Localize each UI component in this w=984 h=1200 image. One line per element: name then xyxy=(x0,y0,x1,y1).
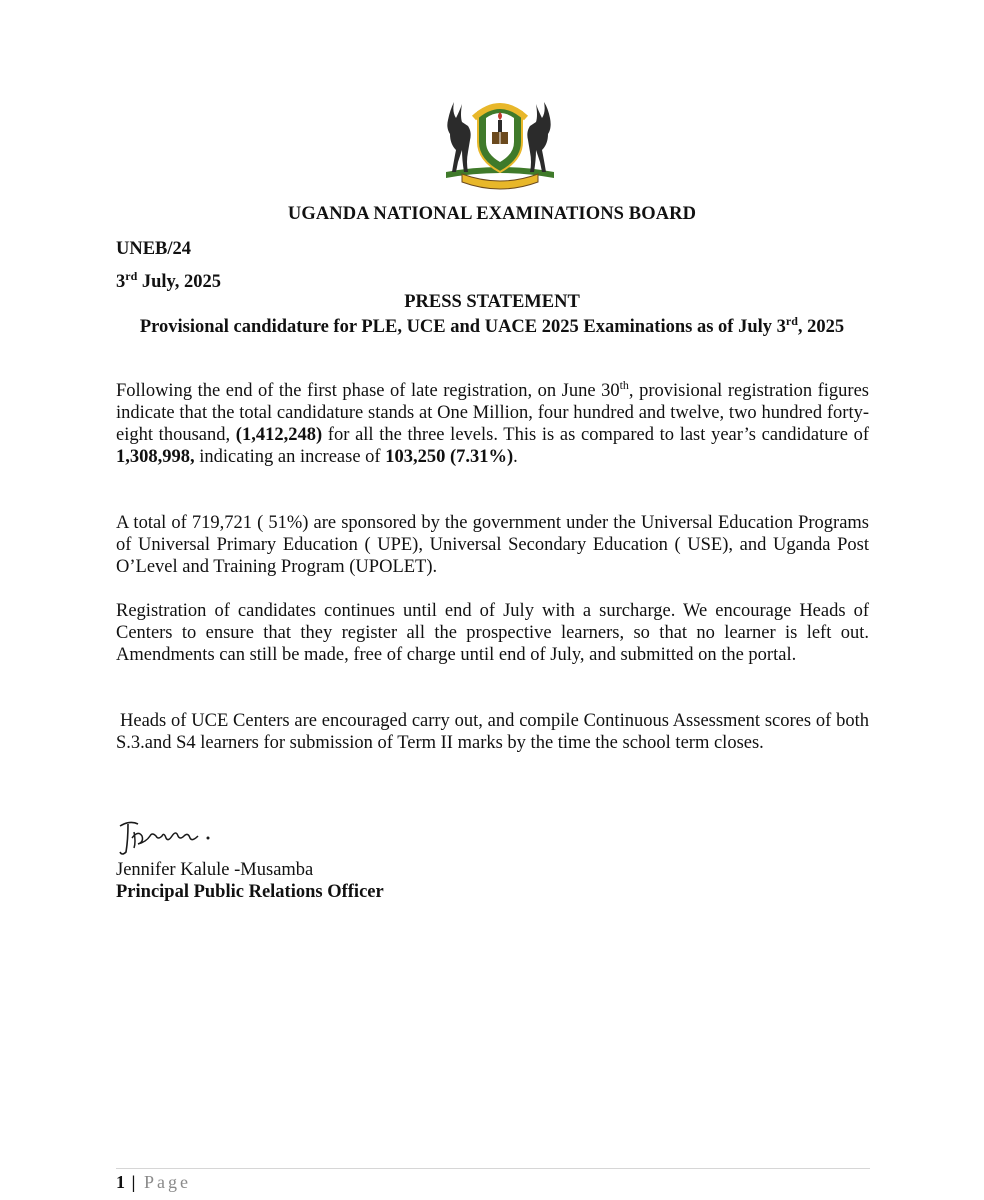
press-statement-title: PRESS STATEMENT xyxy=(404,292,580,312)
organization-name: UGANDA NATIONAL EXAMINATIONS BOARD xyxy=(287,204,697,224)
page-number: 1 xyxy=(116,1172,125,1192)
paragraph-assessment: Heads of UCE Centers are encouraged carry out, and compile Continuous Assessment scores of both S.3.and S4 learners for submission of Term II marks by the time the school term closes. xyxy=(116,711,869,753)
p1-text-a: Following the end of the first phase of late registration, on June 30 xyxy=(116,381,620,401)
handwritten-signature-icon xyxy=(116,812,226,862)
p1-total-figure: (1,412,248) xyxy=(235,425,323,445)
date-rest: July, 2025 xyxy=(137,272,222,292)
paragraph-registration: Registration of candidates continues until end of July with a surcharge. We encourage Heads of Centers to ensure that they register all the prospective learners, so that no learner is left out. Amendments can still be made, free of charge until end of July, and submitted on the portal. xyxy=(116,601,869,665)
p1-text-b: , provisional registration figures indicate that the total candidature stands at One Million, four hundred and twelve, two hundred forty-eight thousand, xyxy=(116,381,869,445)
footer-divider xyxy=(116,1168,870,1169)
paragraph-candidature xyxy=(116,380,869,468)
statement-date xyxy=(116,269,222,293)
p1-sup: th xyxy=(619,378,629,392)
page-footer xyxy=(116,1172,191,1193)
signer-name: Jennifer Kalule -Musamba xyxy=(116,860,314,880)
p1-text-c: for all the three levels. This is as compared to last year’s candidature of xyxy=(322,425,869,445)
p1-last-year-figure: 1,308,998, xyxy=(116,447,195,467)
footer-separator: | xyxy=(131,1172,136,1192)
subject-tail: , 2025 xyxy=(797,317,845,337)
subject-main: Provisional candidature for PLE, UCE and UACE 2025 Examinations as of July 3 xyxy=(139,317,786,337)
p1-increase-figure: 103,250 (7.31%) xyxy=(385,447,514,467)
uneb-coat-of-arms-icon xyxy=(438,92,562,192)
subject-suffix: rd xyxy=(785,314,798,328)
page-label: Page xyxy=(143,1172,191,1192)
signer-role: Principal Public Relations Officer xyxy=(116,882,384,902)
paragraph-sponsorship: A total of 719,721 ( 51%) are sponsored by the government under the Universal Education Programs of Universal Primary Education ( UPE), Universal Secondary Education ( USE), and Uganda Post O’Level and Training Program (UPOLET). xyxy=(116,513,869,577)
statement-subject xyxy=(116,316,868,338)
p1-text-d: indicating an increase of xyxy=(194,447,386,467)
reference-number: UNEB/24 xyxy=(116,239,192,259)
date-day: 3 xyxy=(116,272,126,292)
p1-text-e: . xyxy=(513,447,518,467)
date-suffix: rd xyxy=(125,269,138,283)
